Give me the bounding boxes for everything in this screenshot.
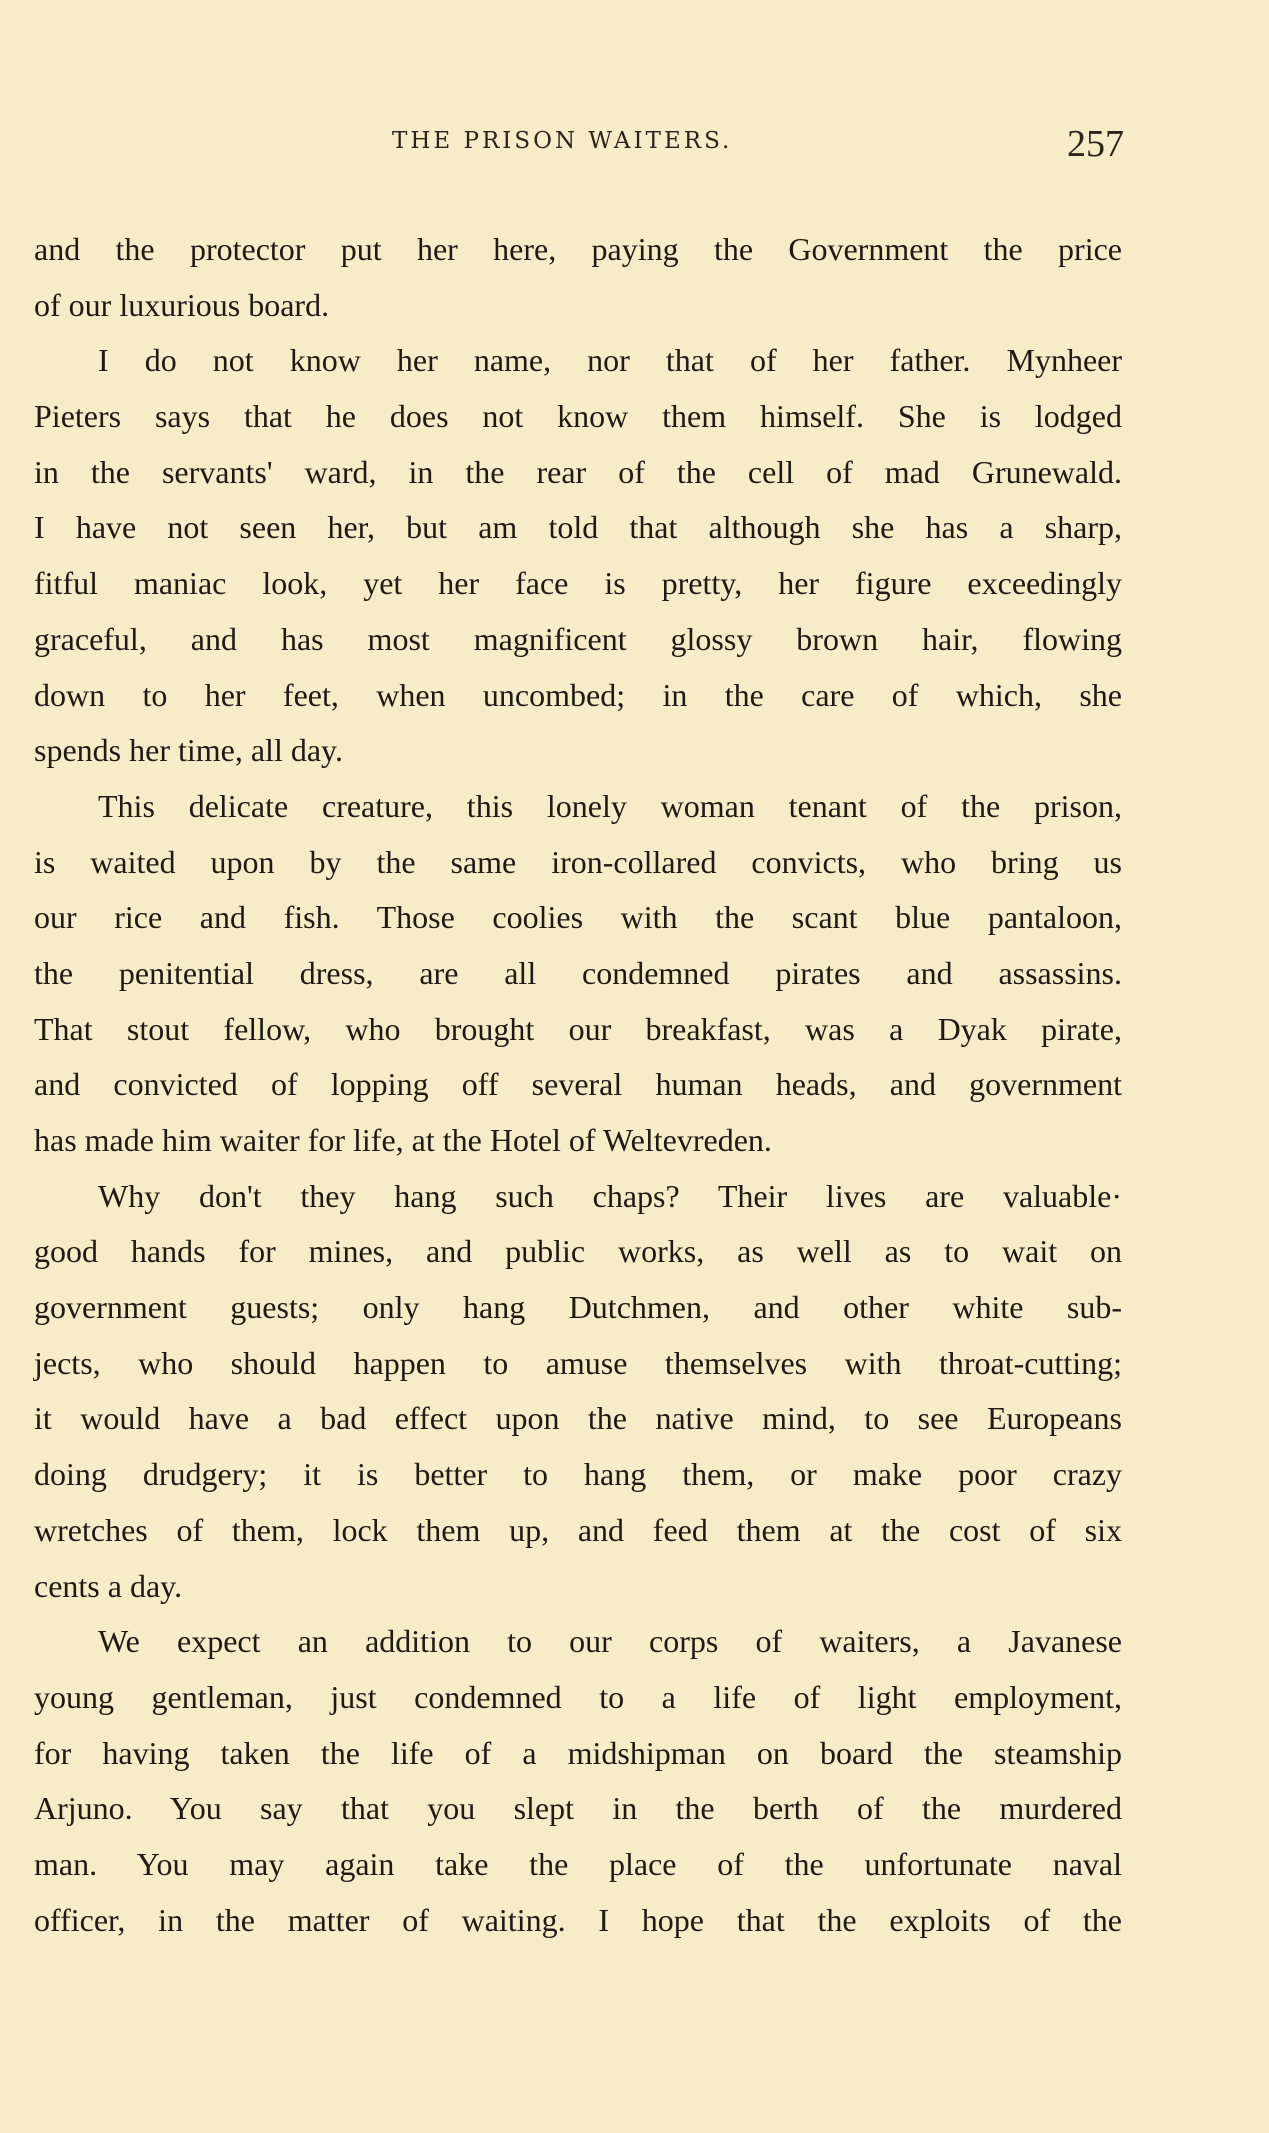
text-line: cents a day. xyxy=(34,1567,183,1604)
text-line: We expect an addition to our corps of waiters, a Javanese xyxy=(98,1623,1122,1660)
text-line: wretches of them, lock them up, and feed them at the cost of six xyxy=(34,1511,1122,1548)
text-line: good hands for mines, and public works, as well as to wait on xyxy=(34,1233,1122,1270)
text-line: Pieters says that he does not know them himself. She is lodged xyxy=(34,398,1122,435)
text-line: down to her feet, when uncombed; in the care of which, she xyxy=(34,676,1122,713)
text-line: it would have a bad effect upon the native mind, to see Europeans xyxy=(34,1400,1122,1437)
text-line: for having taken the life of a midshipman on board the steamship xyxy=(34,1734,1122,1771)
text-line: is waited upon by the same iron-collared convicts, who bring us xyxy=(34,843,1122,880)
text-line: Why don't they hang such chaps? Their lives are valuable· xyxy=(98,1177,1122,1214)
text-line: and convicted of lopping off several human heads, and government xyxy=(34,1066,1122,1103)
text-line: man. You may again take the place of the unfortunate naval xyxy=(34,1845,1122,1882)
text-line: I do not know her name, nor that of her father. Mynheer xyxy=(98,342,1122,379)
body-text xyxy=(34,222,1122,1948)
text-line: fitful maniac look, yet her face is pretty, her figure exceedingly xyxy=(34,565,1122,602)
text-line: graceful, and has most magnificent glossy brown hair, flowing xyxy=(34,620,1122,657)
text-line: Arjuno. You say that you slept in the berth of the murdered xyxy=(34,1790,1122,1827)
running-title: THE PRISON WAITERS. xyxy=(392,128,733,154)
text-line: and the protector put her here, paying the Government the price xyxy=(34,231,1122,267)
text-line: has made him waiter for life, at the Hotel of Weltevreden. xyxy=(34,1122,772,1158)
running-head xyxy=(0,122,1269,166)
text-line: government guests; only hang Dutchmen, and other white sub- xyxy=(34,1289,1122,1326)
text-line: officer, in the matter of waiting. I hope that the exploits of the xyxy=(34,1901,1122,1938)
text-line: in the servants' ward, in the rear of the cell of mad Grunewald. xyxy=(34,453,1122,490)
text-line: This delicate creature, this lonely woman tenant of the prison, xyxy=(98,787,1122,824)
page-number: 257 xyxy=(1067,123,1124,165)
text-line: our rice and fish. Those coolies with the scant blue pantaloon, xyxy=(34,899,1122,936)
text-line: jects, who should happen to amuse themselves with throat-cutting; xyxy=(34,1344,1122,1381)
text-line: young gentleman, just condemned to a life of light employment, xyxy=(34,1678,1122,1715)
text-line: spends her time, all day. xyxy=(34,732,343,769)
text-line: of our luxurious board. xyxy=(34,286,330,323)
text-line: doing drudgery; it is better to hang them, or make poor crazy xyxy=(34,1456,1122,1493)
text-line: the penitential dress, are all condemned pirates and assassins. xyxy=(34,954,1122,991)
text-line: That stout fellow, who brought our breakfast, was a Dyak pirate, xyxy=(34,1010,1122,1047)
text-line: I have not seen her, but am told that although she has a sharp, xyxy=(34,509,1122,546)
